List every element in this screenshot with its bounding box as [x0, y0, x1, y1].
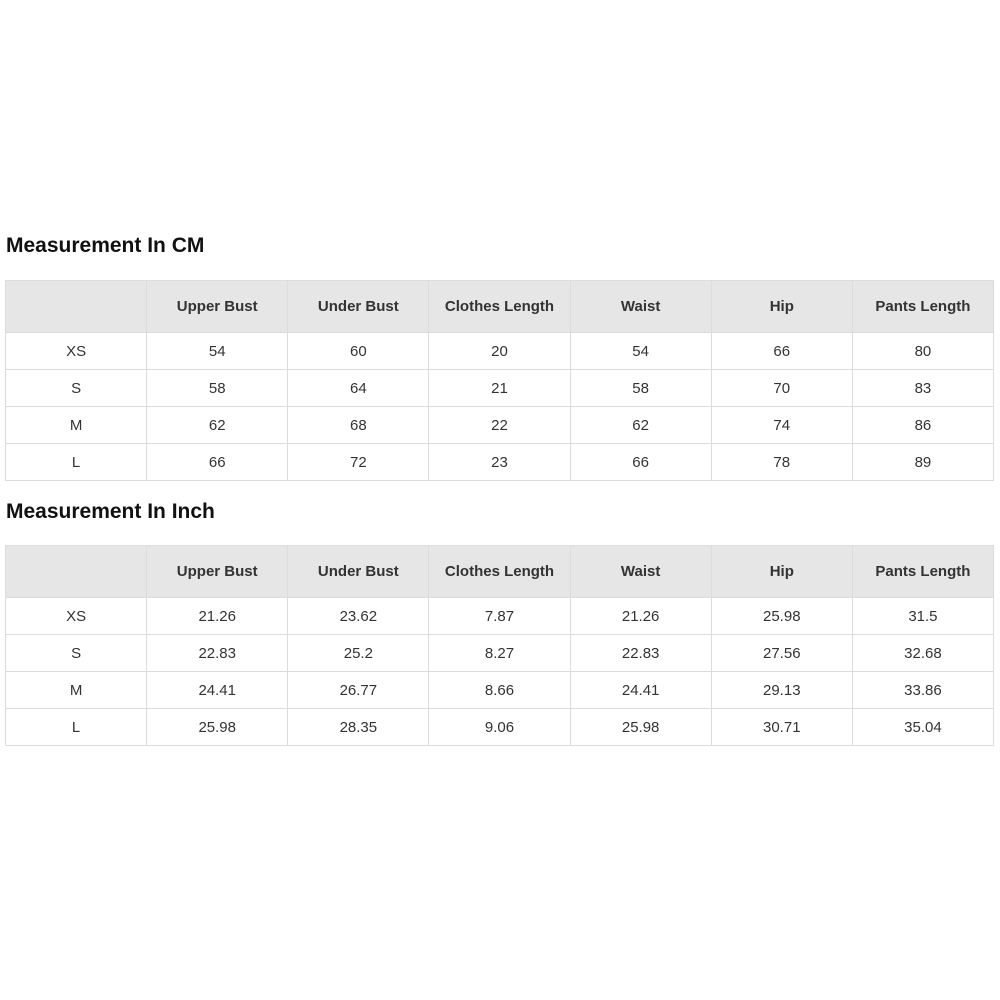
table-cell: 9.06 — [429, 709, 570, 746]
table-row — [6, 598, 994, 635]
table-cell: 83 — [852, 370, 993, 407]
table-cell: 23 — [429, 444, 570, 481]
size-label-cell: L — [6, 444, 147, 481]
table-cell: 58 — [147, 370, 288, 407]
table-cell: 30.71 — [711, 709, 852, 746]
header-cell-waist: Waist — [570, 281, 711, 333]
table-cell: 64 — [288, 370, 429, 407]
cm-size-table — [5, 280, 994, 481]
table-cell: 80 — [852, 333, 993, 370]
table-cell: 21 — [429, 370, 570, 407]
table-cell: 66 — [570, 444, 711, 481]
table-cell: 26.77 — [288, 672, 429, 709]
table-cell: 32.68 — [852, 635, 993, 672]
table-cell: 72 — [288, 444, 429, 481]
header-cell-hip: Hip — [711, 546, 852, 598]
header-cell-upper-bust: Upper Bust — [147, 546, 288, 598]
inch-size-table — [5, 545, 994, 746]
table-cell: 66 — [711, 333, 852, 370]
size-label-cell: S — [6, 370, 147, 407]
table-cell: 25.98 — [570, 709, 711, 746]
table-row — [6, 709, 994, 746]
table-cell: 8.66 — [429, 672, 570, 709]
table-cell: 62 — [147, 407, 288, 444]
header-cell-size — [6, 281, 147, 333]
table-cell: 23.62 — [288, 598, 429, 635]
table-cell: 66 — [147, 444, 288, 481]
table-cell: 8.27 — [429, 635, 570, 672]
table-cell: 58 — [570, 370, 711, 407]
table-cell: 24.41 — [147, 672, 288, 709]
table-cell: 22 — [429, 407, 570, 444]
table-cell: 54 — [570, 333, 711, 370]
table-row — [6, 672, 994, 709]
table-cell: 21.26 — [570, 598, 711, 635]
table-row — [6, 407, 994, 444]
table-cell: 60 — [288, 333, 429, 370]
table-cell: 68 — [288, 407, 429, 444]
table-cell: 35.04 — [852, 709, 993, 746]
table-cell: 86 — [852, 407, 993, 444]
size-label-cell: M — [6, 672, 147, 709]
table-cell: 70 — [711, 370, 852, 407]
table-cell: 28.35 — [288, 709, 429, 746]
table-header-row — [6, 546, 994, 598]
table-cell: 25.98 — [711, 598, 852, 635]
table-row — [6, 635, 994, 672]
table-cell: 78 — [711, 444, 852, 481]
table-row — [6, 370, 994, 407]
header-cell-clothes-length: Clothes Length — [429, 546, 570, 598]
size-label-cell: XS — [6, 598, 147, 635]
table-cell: 25.2 — [288, 635, 429, 672]
table-cell: 54 — [147, 333, 288, 370]
header-cell-under-bust: Under Bust — [288, 281, 429, 333]
table-cell: 29.13 — [711, 672, 852, 709]
size-label-cell: XS — [6, 333, 147, 370]
table-cell: 21.26 — [147, 598, 288, 635]
inch-section-title: Measurement In Inch — [6, 500, 215, 523]
table-cell: 74 — [711, 407, 852, 444]
table-cell: 27.56 — [711, 635, 852, 672]
table-cell: 22.83 — [570, 635, 711, 672]
table-cell: 89 — [852, 444, 993, 481]
table-cell: 62 — [570, 407, 711, 444]
table-cell: 7.87 — [429, 598, 570, 635]
size-label-cell: L — [6, 709, 147, 746]
table-cell: 22.83 — [147, 635, 288, 672]
size-label-cell: M — [6, 407, 147, 444]
table-cell: 24.41 — [570, 672, 711, 709]
header-cell-under-bust: Under Bust — [288, 546, 429, 598]
size-label-cell: S — [6, 635, 147, 672]
header-cell-upper-bust: Upper Bust — [147, 281, 288, 333]
table-cell: 31.5 — [852, 598, 993, 635]
table-cell: 20 — [429, 333, 570, 370]
table-cell: 33.86 — [852, 672, 993, 709]
cm-section-title: Measurement In CM — [6, 234, 205, 257]
table-header-row — [6, 281, 994, 333]
table-cell: 25.98 — [147, 709, 288, 746]
header-cell-hip: Hip — [711, 281, 852, 333]
header-cell-clothes-length: Clothes Length — [429, 281, 570, 333]
header-cell-pants-length: Pants Length — [852, 281, 993, 333]
header-cell-pants-length: Pants Length — [852, 546, 993, 598]
header-cell-waist: Waist — [570, 546, 711, 598]
table-row — [6, 444, 994, 481]
header-cell-size — [6, 546, 147, 598]
table-row — [6, 333, 994, 370]
